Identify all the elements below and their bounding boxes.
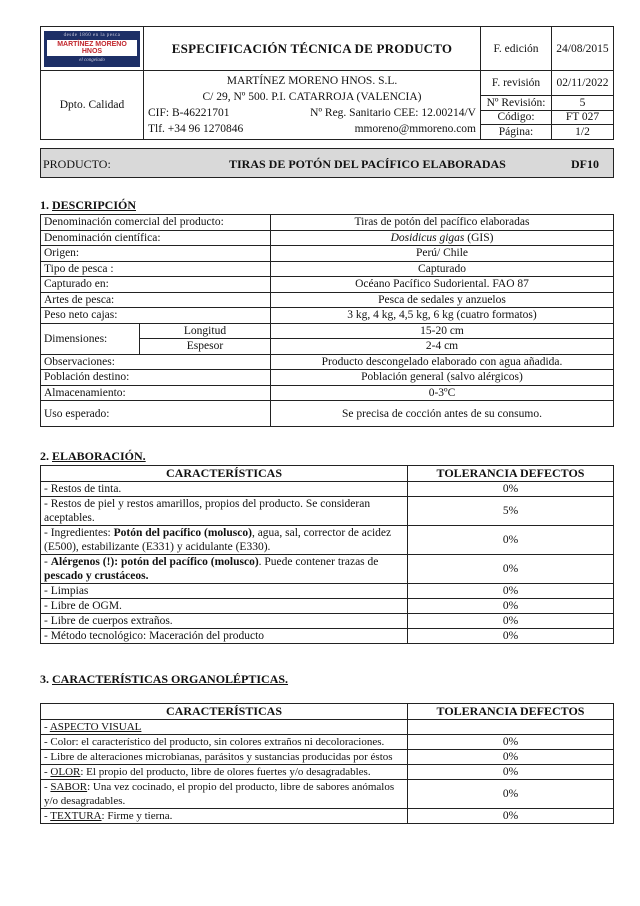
sanitary-registration: Nº Reg. Sanitario CEE: 12.00214/V: [310, 107, 476, 119]
table-row: Espesor 2-4 cm: [41, 339, 614, 355]
table-row: Población destino: Población general (salvo alérgicos): [41, 370, 614, 386]
table-row: - TEXTURA: Firme y tierna. 0%: [41, 809, 614, 824]
department: Dpto. Calidad: [41, 71, 144, 140]
product-label: PRODUCTO:: [43, 157, 111, 171]
table-row: Capturado en: Océano Pacífico Sudoriental. FAO 87: [41, 277, 614, 293]
column-header: CARACTERÍSTICAS: [41, 466, 408, 482]
meta-label: F. edición: [481, 27, 552, 71]
table-row: - OLOR: El propio del producto, libre de olores fuertes y/o desagradables. 0%: [41, 765, 614, 780]
table-row: - Ingredientes: Potón del pacífico (molusco), agua, sal, corrector de acidez (E500), estabilizante (E331) y acidulante (E330). 0%: [41, 526, 614, 555]
column-header: TOLERANCIA DEFECTOS: [408, 704, 614, 720]
table-row: Almacenamiento: 0-3ºC: [41, 385, 614, 401]
table-row: - Limpias 0%: [41, 584, 614, 599]
table-row: Tipo de pesca : Capturado: [41, 261, 614, 277]
section-1-title: 1. DESCRIPCIÓN: [40, 198, 137, 212]
table-row: Peso neto cajas: 3 kg, 4 kg, 4,5 kg, 6 kg (cuatro formatos): [41, 308, 614, 324]
company-cif: CIF: B-46221701: [148, 107, 230, 119]
meta-value: 02/11/2022: [552, 71, 614, 96]
table-row: - Libre de cuerpos extraños. 0%: [41, 614, 614, 629]
column-header: CARACTERÍSTICAS: [41, 704, 408, 720]
table-row: Denominación comercial del producto: Tiras de potón del pacífico elaboradas: [41, 215, 614, 231]
dimensions-label: Dimensiones:: [41, 323, 140, 354]
table-row: - Libre de alteraciones microbianas, parásitos y sustancias producidas por éstos 0%: [41, 750, 614, 765]
table-row: - Color: el característico del producto, sin colores extraños ni decoloraciones. 0%: [41, 735, 614, 750]
logo-cell: [41, 27, 144, 71]
elaboration-table: [40, 465, 614, 644]
meta-value: 24/08/2015: [552, 27, 614, 71]
table-row: - SABOR: Una vez cocinado, el propio del producto, libre de sabores anómalos y/o desagradables. 0%: [41, 780, 614, 809]
table-row: - Restos de tinta. 0%: [41, 482, 614, 497]
company-logo: desde 1860 en la pesca MARTÍNEZ MORENO HNOS el congelado: [44, 31, 140, 67]
table-row: Observaciones: Producto descongelado elaborado con agua añadida.: [41, 354, 614, 370]
company-info: [144, 71, 481, 140]
product-name: TIRAS DE POTÓN DEL PACÍFICO ELABORADAS: [229, 157, 506, 171]
table-row: Dimensiones: Longitud 15-20 cm: [41, 323, 614, 339]
meta-label: F. revisión: [481, 71, 552, 96]
organoleptic-table: [40, 703, 614, 824]
section-3-title: 3. CARACTERÍSTICAS ORGANOLÉPTICAS.: [40, 672, 289, 686]
meta-value: 1/2: [552, 125, 614, 140]
meta-label: Código:: [481, 110, 552, 125]
table-row: Denominación científica: Dosidicus gigas (GIS): [41, 230, 614, 246]
description-table: [40, 214, 614, 427]
company-address: C/ 29, Nº 500. P.I. CATARROJA (VALENCIA): [202, 91, 422, 103]
meta-value: FT 027: [552, 110, 614, 125]
table-row: - Alérgenos (!): potón del pacífico (molusco). Puede contener trazas de pescado y crustáceos. 0%: [41, 555, 614, 584]
meta-label: Nº Revisión:: [481, 96, 552, 111]
header-table: [40, 26, 614, 140]
meta-label: Página:: [481, 125, 552, 140]
table-row: Origen: Perú/ Chile: [41, 246, 614, 262]
company-email: mmoreno@mmoreno.com: [354, 123, 476, 135]
table-row: - Restos de piel y restos amarillos, propios del producto. Se consideran aceptables. 5%: [41, 497, 614, 526]
table-row: Uso esperado: Se precisa de cocción antes de su consumo.: [41, 401, 614, 427]
document-title: ESPECIFICACIÓN TÉCNICA DE PRODUCTO: [144, 27, 481, 71]
product-code: DF10: [571, 157, 599, 171]
table-row: - ASPECTO VISUAL: [41, 720, 614, 735]
product-bar: [40, 148, 614, 178]
table-row: - Libre de OGM. 0%: [41, 599, 614, 614]
table-row: - Método tecnológico: Maceración del producto 0%: [41, 629, 614, 644]
company-phone: Tlf. +34 96 1270846: [148, 123, 244, 135]
section-2-title: 2. ELABORACIÓN.: [40, 449, 146, 463]
table-row: Artes de pesca: Pesca de sedales y anzuelos: [41, 292, 614, 308]
company-name: MARTÍNEZ MORENO HNOS. S.L.: [226, 75, 398, 87]
column-header: TOLERANCIA DEFECTOS: [408, 466, 614, 482]
meta-value: 5: [552, 96, 614, 111]
